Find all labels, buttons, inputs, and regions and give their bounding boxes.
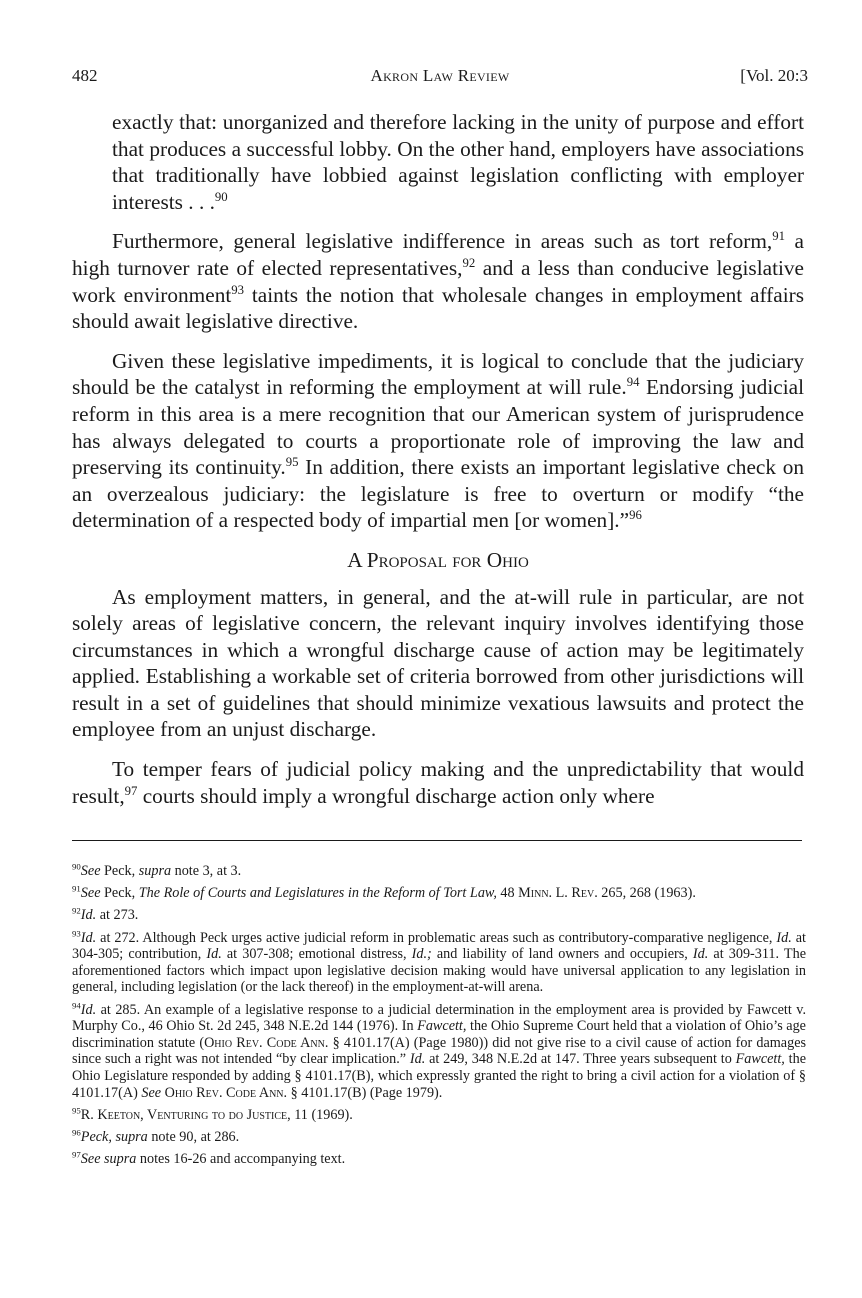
volume-label: [Vol. 20:3 [740, 66, 808, 85]
footnote-ref[interactable]: 93 [231, 282, 245, 297]
page-number: 482 [72, 66, 98, 85]
footnotes [72, 863, 806, 1173]
running-header [72, 66, 808, 90]
footnote-95: $^{95}$R. Keeton, Venturing to do Justice, 11 (1969). [72, 1104, 353, 1123]
paragraph: As employment matters, in general, and the at-will rule in particular, are not solely areas of legislative concern, the relevant inquiry involves identifying those circumstances in which a wrongful discharge cause of action may be legitimately applied. Establishing a workable set of criteria borrowed from other jurisdictions will result in a set of guidelines that should minimize vexatious lawsuits and protect the employee from an unjust discharge. [72, 584, 804, 742]
footnote-90: $^{90}$See Peck, supra note 3, at 3. [72, 861, 242, 879]
main-text [72, 109, 804, 822]
paragraph: To temper fears of judicial policy making and the unpredictability that would result,$^{97}$ courts should imply a wrongful discharge action only where [72, 757, 804, 808]
paragraph: Furthermore, general legislative indifference in areas such as tort reform,$^{91}$ a high turnover rate of elected representatives,$^{92}$ and a less than conducive legislative work environment$^{93}$ taints the notion that wholesale changes in employment affairs should await legislative directive. [72, 229, 805, 334]
footnote-divider [72, 840, 802, 841]
section-heading: A Proposal for Ohio [347, 547, 529, 572]
footnote-ref[interactable]: 91 [772, 229, 785, 244]
journal-title: Akron Law Review [370, 66, 510, 85]
footnote-ref[interactable]: 97 [124, 783, 138, 798]
block-quote: exactly that: unorganized and therefore lacking in the unity of purpose and effort that produces a successful lobby. On the other hand, employers have associations that traditionally have lobbied against legislation conflicting with employer interests . . .$^{90}$ [112, 110, 804, 214]
footnote-ref[interactable]: 92 [462, 255, 476, 270]
footnote-ref[interactable]: 94 [626, 375, 640, 390]
footnote-94: $^{94}$Id. at 285. An example of a legislative response to a judicial determination in the employment area is provided by Fawcett v. Murphy Co., 46 Ohio St. 2d 245, 348 N.E.2d 144 (1976). In Fawcett, the Ohio Supreme Court held that a violation of Ohio’s age discrimination statute (Ohio Rev. Code Ann. § 4101.17(A) (Page 1980)) did not give rise to a civil cause of action for damages since such a right was not intended “by clear implication.” Id. at 249, 348 N.E.2d at 147. Three years subsequent to Fawcett, the Ohio Legislature responded by adding § 4101.17(B), which expressly granted the right to bring a civil action for a violation of § 4101.17(A) See Ohio Rev. Code Ann. § 4101.17(B) (Page 1979). [72, 999, 807, 1101]
footnote-93: $^{93}$Id. at 272. Although Peck urges active judicial reform in problematic areas such as contributory-comparative negligence, Id. at 304-305; contribution, Id. at 307-308; emotional distress, Id.; and liability of land owners and occupiers, Id. at 309-311. The aforementioned factors which impact upon legislative decision making would have universal application to any legislation in general, including legislation (or the lack thereof) in the employment-at-will arena. [72, 927, 806, 996]
footnote-97: $^{97}$See supra notes 16-26 and accompanying text. [72, 1149, 346, 1168]
footnote-92: $^{92}$Id. at 273. [72, 905, 139, 924]
footnote-96: $^{96}$Peck, supra note 90, at 286. [72, 1127, 240, 1145]
footnote-ref[interactable]: 90 [214, 189, 228, 204]
paragraph: Given these legislative impediments, it is logical to conclude that the judiciary should be the catalyst in reforming the employment at will rule.$^{94}$ Endorsing judicial reform in this area is a mere recognition that our American system of jurisprudence has always delegated to courts a proportionate role of improving the law and preserving its continuity.$^{95}$ In addition, there exists an important legislative check on an overzealous judiciary: the legislature is free to overturn or modify “the determination of a respected body of impartial men [or women].”$^{96}$ [72, 348, 804, 533]
footnote-ref[interactable]: 96 [629, 508, 642, 523]
footnote-ref[interactable]: 95 [285, 455, 299, 470]
footnote-91: $^{91}$See Peck, The Role of Courts and Legislatures in the Reform of Tort Law, 48 Minn. L. Rev. 265, 268 (1963). [72, 883, 696, 902]
